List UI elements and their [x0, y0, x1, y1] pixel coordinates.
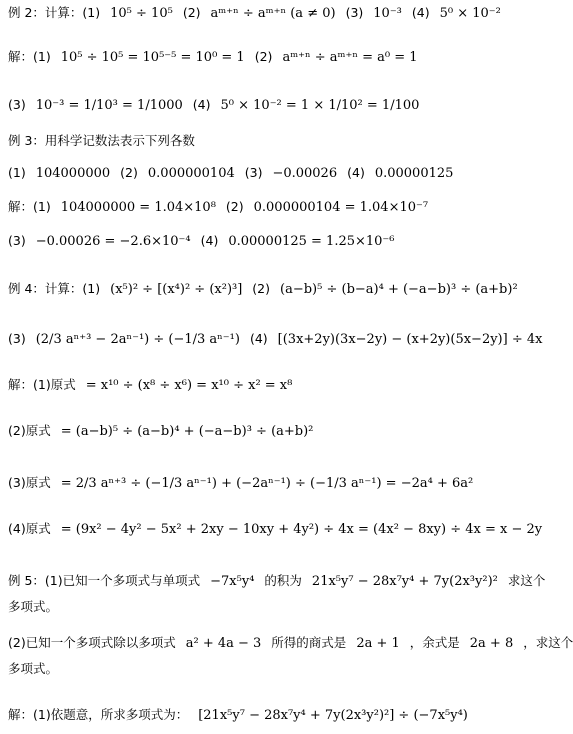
ex3-items-part-7: 0.00000125 — [374, 166, 454, 181]
ex5-title2 — [8, 598, 58, 617]
ex5-title2-part-0: 多项式。 — [8, 599, 59, 614]
ex5-title1-part-1: −7x⁵y⁴ — [210, 574, 255, 589]
ex2-title-part-7: 5⁰ × 10⁻² — [439, 6, 501, 21]
ex3-sol2 — [8, 232, 395, 251]
ex5-q2a-part-1: a² + 4a − 3 — [185, 636, 262, 651]
ex4-items-part-2: (4) — [249, 331, 268, 346]
ex4-items-part-3: [(3x+2y)(3x−2y) − (x+2y)(5x−2y)] ÷ 4x — [277, 332, 543, 347]
ex3-items-part-5: −0.00026 — [272, 166, 338, 181]
ex3-sol1 — [8, 198, 428, 217]
ex3-items-part-4: (3) — [244, 165, 263, 180]
ex3-items-part-2: (2) — [120, 165, 138, 180]
ex3-sol1-part-0: 解：(1) — [8, 199, 51, 214]
ex2-title-part-0: 例 2：计算：(1) — [8, 5, 101, 20]
ex3-sol2-part-2: (4) — [200, 233, 219, 248]
ex4-sol4-part-1: = (9x² − 4y² − 5x² + 2xy − 10xy + 4y²) ÷ 4x = (4x² − 8xy) ÷ 4x = x − 2y — [60, 522, 543, 537]
ex4-sol4-part-0: (4)原式 — [8, 521, 51, 536]
ex4-title-part-0: 例 4：计算：(1) — [8, 281, 101, 296]
ex2-sol1-part-2: (2) — [254, 49, 273, 64]
ex4-sol2-part-1: = (a−b)⁵ ÷ (a−b)⁴ + (−a−b)³ ÷ (a+b)² — [60, 424, 314, 439]
ex3-items-part-1: 104000000 — [35, 166, 111, 181]
ex3-items-part-0: (1) — [8, 165, 26, 180]
ex4-sol2 — [8, 422, 313, 441]
ex5-title1 — [8, 572, 545, 591]
ex2-sol2-part-2: (4) — [192, 97, 211, 112]
ex4-sol3-part-0: (3)原式 — [8, 475, 51, 490]
ex2-title-part-6: (4) — [411, 5, 430, 20]
ex3-sol2-part-3: 0.00000125 = 1.25×10⁻⁶ — [228, 234, 395, 249]
ex2-title-part-3: aᵐ⁺ⁿ ÷ aᵐ⁺ⁿ (a ≠ 0) — [210, 6, 336, 21]
ex5-sol-part-0: 解：(1)依题意，所求多项式为： — [8, 707, 189, 722]
ex4-sol4 — [8, 520, 542, 539]
ex2-title — [8, 4, 501, 23]
ex5-q2a-part-6: ，求这个 — [523, 635, 573, 650]
ex3-sol1-part-1: 104000000 = 1.04×10⁸ — [60, 200, 216, 215]
ex5-q2b-part-0: 多项式。 — [8, 661, 59, 676]
ex2-title-part-1: 10⁵ ÷ 10⁵ — [110, 6, 173, 21]
ex4-items — [8, 330, 542, 349]
ex3-items-part-6: (4) — [347, 165, 365, 180]
ex4-items-part-0: (3) — [8, 331, 26, 346]
ex4-title — [8, 280, 518, 299]
ex2-title-part-5: 10⁻³ — [373, 6, 402, 21]
ex4-sol1 — [8, 376, 292, 395]
ex5-q2a — [8, 634, 573, 653]
ex4-title-part-3: (a−b)⁵ ÷ (b−a)⁴ + (−a−b)³ ÷ (a+b)² — [280, 282, 518, 297]
ex2-sol1-part-3: aᵐ⁺ⁿ ÷ aᵐ⁺ⁿ = a⁰ = 1 — [282, 50, 418, 65]
ex5-title1-part-2: 的积为 — [264, 573, 302, 588]
ex3-items-part-3: 0.000000104 — [147, 166, 235, 181]
ex4-sol1-part-1: = x¹⁰ ÷ (x⁸ ÷ x⁶) = x¹⁰ ÷ x² = x⁸ — [85, 378, 293, 393]
ex2-sol1-part-0: 解：(1) — [8, 49, 51, 64]
ex4-title-part-1: (x⁵)² ÷ [(x⁴)² ÷ (x²)³] — [110, 282, 243, 297]
ex4-sol2-part-0: (2)原式 — [8, 423, 51, 438]
ex5-sol — [8, 706, 468, 725]
ex3-sol2-part-1: −0.00026 = −2.6×10⁻⁴ — [35, 234, 191, 249]
ex2-sol1 — [8, 48, 418, 67]
ex3-sol1-part-3: 0.000000104 = 1.04×10⁻⁷ — [253, 200, 429, 215]
ex5-q2a-part-2: 所得的商式是 — [271, 635, 347, 650]
ex3-title — [8, 132, 195, 151]
ex5-q2a-part-4: ，余式是 — [409, 635, 460, 650]
ex5-title1-part-4: 求这个 — [507, 573, 546, 588]
ex5-q2a-part-0: (2)已知一个多项式除以多项式 — [8, 635, 176, 650]
ex4-sol1-part-0: 解：(1)原式 — [8, 377, 76, 392]
ex3-items — [8, 164, 453, 183]
ex5-sol-part-1: [21x⁵y⁷ − 28x⁷y⁴ + 7y(2x³y²)²] ÷ (−7x⁵y⁴) — [198, 708, 468, 723]
ex4-sol3-part-1: = 2/3 aⁿ⁺³ ÷ (−1/3 aⁿ⁻¹) + (−2aⁿ⁻¹) ÷ (−1/3 aⁿ⁻¹) = −2a⁴ + 6a² — [60, 476, 474, 491]
ex4-sol3 — [8, 474, 473, 493]
ex5-q2a-part-5: 2a + 8 — [469, 636, 514, 651]
ex3-title-part-0: 例 3：用科学记数法表示下列各数 — [8, 133, 195, 148]
ex3-sol2-part-0: (3) — [8, 233, 26, 248]
ex5-q2a-part-3: 2a + 1 — [356, 636, 400, 651]
ex2-sol2-part-1: 10⁻³ = 1/10³ = 1/1000 — [35, 98, 183, 113]
ex2-title-part-2: (2) — [182, 5, 201, 20]
ex5-q2b — [8, 660, 58, 679]
ex4-items-part-1: (2/3 aⁿ⁺³ − 2aⁿ⁻¹) ÷ (−1/3 aⁿ⁻¹) — [35, 332, 240, 347]
ex3-sol1-part-2: (2) — [225, 199, 244, 214]
ex2-sol2-part-0: (3) — [8, 97, 26, 112]
ex2-sol1-part-1: 10⁵ ÷ 10⁵ = 10⁵⁻⁵ = 10⁰ = 1 — [60, 50, 245, 65]
ex2-sol2 — [8, 96, 419, 115]
ex2-sol2-part-3: 5⁰ × 10⁻² = 1 × 1/10² = 1/100 — [220, 98, 420, 113]
ex5-title1-part-0: 例 5：(1)已知一个多项式与单项式 — [8, 573, 201, 588]
ex2-title-part-4: (3) — [345, 5, 364, 20]
ex5-title1-part-3: 21x⁵y⁷ − 28x⁷y⁴ + 7y(2x³y²)² — [311, 574, 498, 589]
ex4-title-part-2: (2) — [252, 281, 271, 296]
